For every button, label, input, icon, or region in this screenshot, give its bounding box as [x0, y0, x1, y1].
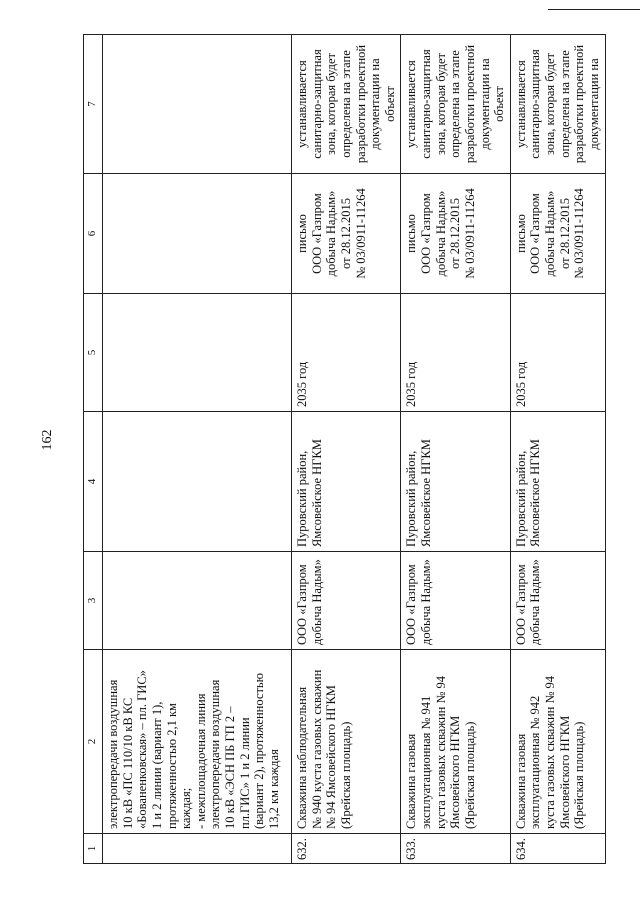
- description-line: № 94 Ямсовейского НГКМ: [324, 685, 339, 829]
- basis-line: от 28.12.2015: [557, 198, 572, 269]
- column-header: 6: [84, 174, 103, 294]
- description-line: 13,2 км каждая: [266, 749, 281, 829]
- row-number-cell: 634.: [510, 834, 605, 864]
- year-cell: 2035 год: [292, 294, 401, 412]
- year-cell: 2035 год: [401, 294, 510, 412]
- note-line: разработки проектной: [462, 44, 477, 164]
- basis-cell: [510, 174, 605, 294]
- note-line: документации на: [368, 58, 383, 150]
- basis-line: письмо: [295, 214, 309, 253]
- basis-line: № 03/0911-11264: [462, 188, 477, 279]
- description-cell: [510, 650, 605, 834]
- note-line: санитарно-защитная: [419, 49, 433, 159]
- column-header: 4: [84, 412, 103, 552]
- note-line: объект: [492, 86, 507, 122]
- top-rule: [548, 9, 640, 10]
- description-line: электропередачи воздушная: [106, 679, 120, 829]
- table-header-row: [84, 35, 103, 864]
- description-cell: [292, 650, 401, 834]
- note-line: зона, которая будет: [433, 52, 448, 156]
- description-line: «Бованенковская» – пл. ГИС»: [135, 670, 150, 829]
- note-line: разработки проектной: [353, 44, 368, 164]
- note-line: определена на этапе: [557, 50, 572, 158]
- description-line: (вариант 2), протяженностью: [252, 673, 267, 829]
- description-line: 1 и 2 линии (вариант 1),: [149, 701, 164, 829]
- description-line: 10 кВ «ЭСН ПБ ГП 2 –: [223, 706, 237, 829]
- note-line: зона, которая будет: [543, 52, 557, 156]
- description-line: куста газовых скважин № 94: [543, 675, 557, 829]
- basis-line: добыча Надым»: [433, 190, 448, 277]
- location-cell: [510, 412, 605, 552]
- description-line: (Ярейская площадь): [572, 721, 587, 829]
- description-cell: [103, 650, 292, 834]
- note-line: объект: [382, 86, 397, 122]
- basis-line: ООО «Газпром: [528, 193, 543, 274]
- description-line: № 940 куста газовых скважин: [309, 669, 324, 829]
- basis-line: ООО «Газпром: [309, 193, 324, 274]
- note-line: устанавливается: [513, 60, 528, 148]
- basis-line: от 28.12.2015: [338, 198, 353, 269]
- basis-line: добыча Надым»: [324, 190, 339, 277]
- owner-cell: [401, 552, 510, 650]
- table-row: [292, 35, 401, 864]
- location-line: Пуровский район,: [404, 450, 419, 547]
- basis-line: ООО «Газпром: [419, 193, 433, 274]
- owner-cell: [292, 552, 401, 650]
- description-line: Скважина газовая: [513, 733, 528, 829]
- location-line: Ямсовейское НГКМ: [419, 439, 433, 547]
- column-header: 3: [84, 552, 103, 650]
- note-line: документации на: [586, 58, 601, 150]
- owner-cell: [510, 552, 605, 650]
- description-line: (Ярейская площадь): [462, 721, 477, 829]
- basis-line: от 28.12.2015: [448, 198, 463, 269]
- note-line: санитарно-защитная: [309, 49, 324, 159]
- page-number: 162: [40, 429, 55, 451]
- description-line: куста газовых скважин № 94: [433, 675, 448, 829]
- description-line: протяженностью 2,1 км: [164, 703, 179, 829]
- note-cell: [103, 35, 292, 174]
- note-line: определена на этапе: [338, 50, 353, 158]
- location-line: Пуровский район,: [295, 450, 309, 547]
- table-row: [401, 35, 510, 864]
- description-line: (Ярейская площадь): [338, 721, 353, 829]
- owner-line: ООО «Газпром: [513, 564, 528, 645]
- description-line: каждая;: [179, 787, 194, 829]
- note-line: санитарно-защитная: [528, 49, 543, 159]
- table-row: [510, 35, 605, 864]
- description-line: 10 кВ «ПС 110/10 кВ КС: [120, 697, 135, 829]
- basis-cell: [401, 174, 510, 294]
- note-cell: [292, 35, 401, 174]
- location-line: Ямсовейское НГКМ: [528, 439, 543, 547]
- column-header: 5: [84, 294, 103, 412]
- note-cell: [510, 35, 605, 174]
- owner-line: ООО «Газпром: [404, 564, 419, 645]
- year-cell: [103, 294, 292, 412]
- basis-line: добыча Надым»: [543, 190, 557, 277]
- description-line: эксплуатационная № 941: [419, 695, 433, 829]
- location-cell: [292, 412, 401, 552]
- basis-cell: [103, 174, 292, 294]
- location-cell: [103, 412, 292, 552]
- row-number-cell: 633.: [401, 834, 510, 864]
- owner-cell: [103, 552, 292, 650]
- basis-line: письмо: [513, 214, 528, 253]
- description-line: пл.ГИС» 1 и 2 линии: [237, 717, 252, 829]
- note-cell: [401, 35, 510, 174]
- description-line: эксплуатационная № 942: [528, 695, 543, 829]
- description-line: Ямсовейского НГКМ: [448, 715, 463, 829]
- row-number-cell: [103, 834, 292, 864]
- note-line: устанавливается: [404, 60, 419, 148]
- description-line: - межплощадочная линия: [193, 693, 208, 829]
- row-number-cell: 632.: [292, 834, 401, 864]
- description-line: Скважина наблюдательная: [295, 686, 309, 829]
- owner-line: добыча Надым»: [419, 559, 433, 645]
- note-line: определена на этапе: [448, 50, 463, 158]
- note-line: устанавливается: [295, 60, 309, 148]
- description-line: Скважина газовая: [404, 733, 419, 829]
- column-header: 7: [84, 35, 103, 174]
- owner-line: добыча Надым»: [528, 559, 543, 645]
- column-header: 1: [84, 834, 103, 864]
- location-cell: [401, 412, 510, 552]
- table-container: [83, 35, 601, 864]
- table-row-continuation: [103, 35, 292, 864]
- basis-line: № 03/0911-11264: [353, 188, 368, 279]
- year-cell: 2035 год: [510, 294, 605, 412]
- description-line: электропередачи воздушная: [208, 679, 223, 829]
- objects-table: [83, 34, 606, 864]
- basis-cell: [292, 174, 401, 294]
- basis-line: письмо: [404, 214, 419, 253]
- owner-line: добыча Надым»: [309, 559, 324, 645]
- note-line: зона, которая будет: [324, 52, 339, 156]
- location-line: Ямсовейское НГКМ: [309, 439, 324, 547]
- basis-line: № 03/0911-11264: [572, 188, 587, 279]
- description-cell: [401, 650, 510, 834]
- note-line: документации на: [477, 58, 492, 150]
- location-line: Пуровский район,: [513, 450, 528, 547]
- note-line: разработки проектной: [572, 44, 587, 164]
- owner-line: ООО «Газпром: [295, 564, 309, 645]
- column-header: 2: [84, 650, 103, 834]
- description-line: Ямсовейского НГКМ: [557, 715, 572, 829]
